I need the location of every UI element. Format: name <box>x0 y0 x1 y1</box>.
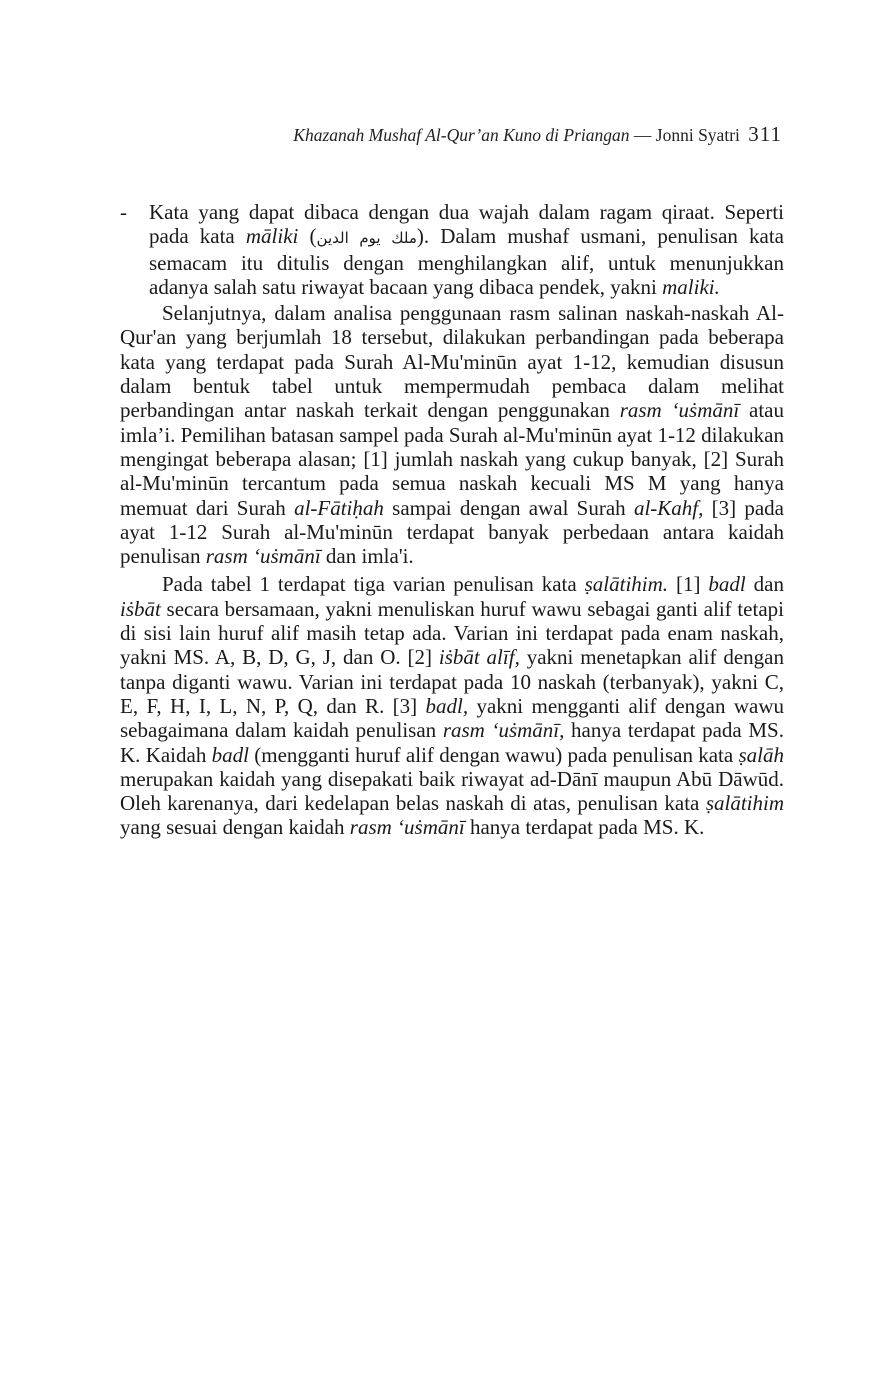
bullet-dash: - <box>120 200 127 224</box>
italic-term: al-Kahf, <box>633 495 704 520</box>
text-run: dan imla'i. <box>320 544 414 569</box>
text-run: yakni mengganti alif dengan wawu sebagaimana dalam kaidah penulisan <box>120 693 785 743</box>
italic-term: rasm ‘uṡmānī <box>349 815 465 840</box>
header-book-title: Khazanah Mushaf Al-Qur’an Kuno di Priangan <box>293 125 630 145</box>
italic-term: iṡbāt alīf, <box>438 645 520 670</box>
paragraph-2 <box>120 572 784 839</box>
bullet-paragraph <box>120 200 784 299</box>
text-run: yang sesuai dengan kaidah <box>120 815 350 840</box>
text-run: (mengganti huruf alif dengan wawu) pada penulisan kata <box>248 742 739 767</box>
italic-term: māliki <box>245 224 299 249</box>
italic-term: ṣalāh <box>738 742 784 767</box>
text-run: ( <box>298 224 317 249</box>
paragraph-1 <box>120 301 784 568</box>
italic-term: badl <box>211 742 249 767</box>
text-run: dan <box>745 572 784 597</box>
italic-term: al-Fātiḥah <box>294 495 384 520</box>
italic-term: ṣalātihim <box>705 791 784 816</box>
text-run: hanya terdapat pada MS. K. Kaidah <box>120 718 784 767</box>
text-run: ). Dalam mushaf usmani, penulisan kata semacam itu ditulis dengan menghilangkan alif, untuk menunjukkan adanya salah satu riwayat bacaan yang dibaca pendek, yakni <box>149 224 784 299</box>
italic-term: rasm ‘uṡmānī, <box>442 718 565 743</box>
text-run: hanya terdapat pada MS. K. <box>464 815 705 840</box>
italic-term: badl <box>708 572 746 597</box>
text-run: sampai dengan awal Surah <box>383 495 634 520</box>
text-run: atau imla’i. Pemilihan batasan sampel pada Surah al-Mu'minūn ayat 1-12 dilakukan mengingat beberapa alasan; [1] jumlah naskah yang cukup banyak, [2] Surah al-Mu'minūn tercantum pada semua naskah kecuali MS M yang hanya memuat dari Surah <box>120 398 784 520</box>
page-number: 311 <box>748 122 782 146</box>
text-run: yakni menetapkan alif dengan tanpa diganti wawu. Varian ini terdapat pada 10 naskah (terbanyak), yakni C, E, F, H, I, L, N, P, Q, dan R. [3] <box>120 645 785 718</box>
body-text <box>120 200 784 840</box>
text-run: Selanjutnya, dalam analisa penggunaan rasm salinan naskah-naskah Al-Qur'an yang berjumlah 18 tersebut, dilakukan perbandingan pada beberapa kata yang terdapat pada Surah Al-Mu'minūn ayat 1-12, kemudian disusun dalam bentuk tabel untuk mempermudah pembaca dalam melihat perbandingan antar naskah terkait dengan penggunakan <box>120 301 784 423</box>
text-run: Pada tabel 1 terdapat tiga varian penulisan kata <box>162 572 585 597</box>
italic-term: rasm ‘uṡmānī <box>619 398 740 423</box>
italic-term: rasm ‘uṡmānī <box>205 544 321 569</box>
text-run: merupakan kaidah yang disepakati baik riwayat ad-Dānī maupun Abū Dāwūd. Oleh karenanya, dari kedelapan belas naskah di atas, penulisan kata <box>120 766 784 816</box>
running-header <box>293 122 782 147</box>
text-run: [1] <box>668 572 709 597</box>
header-author: Jonni Syatri <box>655 125 740 145</box>
italic-term: maliki. <box>662 274 720 299</box>
italic-term: badl, <box>425 693 469 718</box>
italic-term: iṡbāt <box>120 596 161 621</box>
header-separator: — <box>629 125 656 145</box>
text-run: Kata yang dapat dibaca dengan dua wajah dalam ragam qiraat. Seperti pada kata <box>149 200 784 249</box>
text-run: [3] pada ayat 1-12 Surah al-Mu'minūn terdapat banyak perbedaan antara kaidah penulisan <box>120 495 784 569</box>
text-run: secara bersamaan, yakni menuliskan huruf wawu sebagai ganti alif tetapi di sisi lain huruf alif masih tetap ada. Varian ini terdapat pada enam naskah, yakni MS. A, B, D, G, J, dan O. [2] <box>120 596 784 670</box>
italic-term: ṣalātihim. <box>584 572 669 597</box>
arabic-phrase: ملك يوم الدين <box>316 229 417 248</box>
